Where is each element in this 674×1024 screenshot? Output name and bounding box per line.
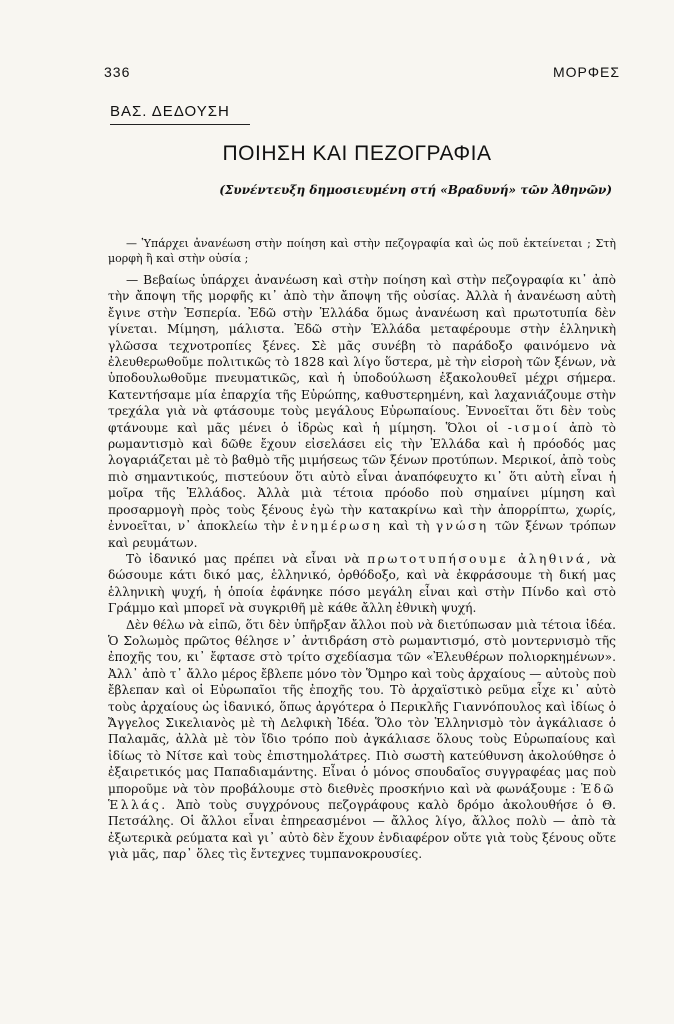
article-subtitle: (Συνέντευξη δημοσιευμένη στή «Βραδυνή» τῶν Ἀθηνῶν) <box>219 183 612 197</box>
article-body <box>108 236 616 863</box>
paragraph-1 <box>108 272 616 551</box>
paragraph-3 <box>108 617 616 863</box>
journal-name: ΜΟΡΦΕΣ <box>552 64 620 80</box>
paragraph-3-text-a: Δὲν θέλω νὰ εἰπῶ, ὅτι δὲν ὑπῆρξαν ἄλλοι ποὺ νὰ διετύπωσαν μιὰ τέτοια ἰδέα. Ὁ Σολωμὸς πρῶτος θέλησε ν᾽ ἀντιδράση στὸ ρωμαντισμό, στὸ μοντερνισμὸ τῆς ἐποχῆς του, κι᾽ ἔφτασε στὸ τρίτο σχεδίασμα τῶν «Ἐλευθέρων πολιορκημένων». Ἀλλ᾽ ἀπὸ τ᾽ ἄλλο μέρος ἔβλεπε μόνο τὸν Ὅμηρο καὶ τοὺς ἀρχαίους — αὐτοὺς ποὺ ἔβλεπαν καὶ οἱ Εὐρωπαῖοι τῆς ἐποχῆς του. Τὸ ἀρχαϊστικὸ ρεῦμα εἶχε κι᾽ αὐτὸ τοὺς ἀρχαίους ὡς ἰδανικό, ὅπως ἀργότερα ὁ Περικλῆς Γιαννόπουλος καὶ ἰδίως ὁ Ἄγγελος Σικελιανὸς μὲ τὴ Δελφικὴ Ἰδέα. Ὅλο τὸν Ἑλληνισμὸ τὸν ἀγκάλιασε ὁ Παλαμᾶς, ἀλλὰ μὲ τὸν ἴδιο τρόπο ποὺ ἀγκάλιασε ὅλους τοὺς Εὐρωπαίους καὶ ἰδίως τὸ Νίτσε καὶ τοὺς ἐπιστημολάτρες. Πιὸ σωστὴ κατεύθυνση ἀκολούθησε ὁ ἐξαιρετικός μας Παπαδιαμάντης. Εἶναι ὁ μόνος σπουδαῖος συγγραφέας μας ποὺ μποροῦμε νὰ τὸν προβάλουμε στὸ διεθνὲς προσκήνιο καὶ νὰ φωνάξουμε : <box>108 617 616 796</box>
running-head <box>104 64 620 80</box>
paragraph-2 <box>108 551 616 617</box>
paragraph-1-enimerosi: ἐνημέρωση <box>291 519 383 534</box>
paragraph-1-ismoi: -ισμοί <box>507 420 560 435</box>
author-underline <box>110 124 250 125</box>
paragraph-2-text-a: Τὸ ἰδανικό μας πρέπει νὰ εἶναι νὰ <box>126 551 360 566</box>
paragraph-1-text-d: τῶν ξένων τρόπων καὶ ρευμάτων. <box>108 519 617 550</box>
paragraph-1-text-b: ἀπὸ τὸ ρωμαντισμὸ καὶ δῶθε ἔχουν εἰσελάσει εἰς τὴν Ἑλλάδα καὶ ἡ πρόοδός μας λογαριάζεται μὲ τὸ βαθμὸ τῆς μιμήσεως τῶν ξένων προτύπων. Μερικοί, ἀπὸ τοὺς πιὸ σημαντικούς, πιστεύουν ὅτι αὐτὸ εἶναι ἀναπόφευχτο κι᾽ ὅτι αὐτὴ εἶναι ἡ μοῖρα τῆς Ἑλλάδος. Ἀλλὰ μιὰ τέτοια πρόοδο ποὺ σημαίνει μίμηση καὶ προσαρμογὴ πρὸς τοὺς ξένους ἐγὼ τὴν κατακρίνω καὶ τὴν ἀπορρίπτω, χωρίς, ἐννοεῖται, ν᾽ ἀποκλείω τὴν <box>108 420 616 534</box>
paragraph-1-text-c: καὶ τὴ <box>388 519 430 534</box>
paragraph-1-text-a: — Βεβαίως ὑπάρχει ἀνανέωση καὶ στὴν ποίηση καὶ στὴν πεζογραφία κι᾽ ἀπὸ τὴν ἄποψη τῆς μορφῆς κι᾽ ἀπὸ τὴν ἄποψη τῆς οὐσίας. Ἀλλὰ ἡ ἀνανέωση αὐτὴ ἔγινε στὴν Ἑσπερία. Ἐδῶ στὴν Ἑλλάδα ὅμως ἀνανέωση καὶ πρωτοτυπία δὲν γίνεται. Μίμηση, μάλιστα. Ἐδῶ στὴν Ἑλλάδα μεταφέρουμε στὴν ἑλληνικὴ γλῶσσα τεχνοτροπίες ξένες. Σὲ μᾶς συνέβη τὸ παράδοξο φαινόμενο νὰ ἐλευθερωθοῦμε πολιτικῶς τὸ 1828 καὶ λίγο ὕστερα, μὲ τὴν εἰσροὴ τῶν ξένων, νὰ ὑποδουλωθοῦμε πνευματικῶς, καὶ ἡ ὑποδούλωση ἐξακολουθεῖ μέχρι σήμερα. Κατεντήσαμε μία ἐπαρχία τῆς Εὐρώπης, καθυστερημένη, καὶ λαχανιάζουμε στὴν τρεχάλα γιὰ νὰ φτάσουμε τοὺς μεγάλους Εὐρωπαίους. Ἐννοεῖται ὅτι δὲν τοὺς φτάνουμε καὶ μᾶς μένει ὁ ἱδρὼς καὶ ἡ μίμηση. Ὅλοι οἱ <box>108 273 616 435</box>
article-title: ΠΟΙΗΣΗ ΚΑΙ ΠΕΖΟΓΡΑΦΙΑ <box>222 142 492 165</box>
paragraph-3-emphasis: Ἐδῶ Ἑλλάς. <box>108 781 616 812</box>
page-number: 336 <box>104 64 131 80</box>
paragraph-2-text-b: νὰ δώσουμε κάτι δικό μας, ἑλληνικό, ὀρθόδοξο, καὶ νὰ ἐκφράσουμε τὴ δική μας ἑλληνικὴ ψυχή, ἡ ὁποία ἐφάνηκε πόσο μεγάλη εἶναι καὶ στὴν Πίνδο καὶ στὸ Γράμμο καὶ μπορεῖ νὰ συγκριθῆ μὲ κάθε ἄλλη ἐθνικὴ ψυχή. <box>108 551 617 616</box>
paragraph-2-emphasis: πρωτοτυπήσουμε ἀληθινά, <box>367 551 593 566</box>
interview-question: — Ὑπάρχει ἀνανέωση στὴν ποίηση καὶ στὴν πεζογραφία καὶ ὡς ποῦ ἐκτείνεται ; Στὴ μορφὴ ἢ καὶ στὴν οὐσία ; <box>108 237 616 265</box>
paragraph-1-gnosi: γνώση <box>435 519 489 534</box>
author-name: ΒΑΣ. ΔΕΔΟΥΣΗ <box>110 103 230 120</box>
paragraph-3-text-b: Ἀπὸ τοὺς συγχρόνους πεζογράφους καλὸ δρόμο ἀκολουθήσε ὁ Θ. Πετσάλης. Οἱ ἄλλοι εἶναι ἐπηρεασμένοι — ἄλλος λίγο, ἄλλος πολὺ — ἀπὸ τὰ ἐξωτερικὰ ρεύματα καὶ γι᾽ αὐτὸ δὲν ἔχουν ἐνδιαφέρον οὔτε γιὰ τοὺς ξένους οὔτε γιὰ μᾶς, παρ᾽ ὅλες τὶς ἔντεχνες τυμπανοκρουσίες. <box>108 798 617 862</box>
